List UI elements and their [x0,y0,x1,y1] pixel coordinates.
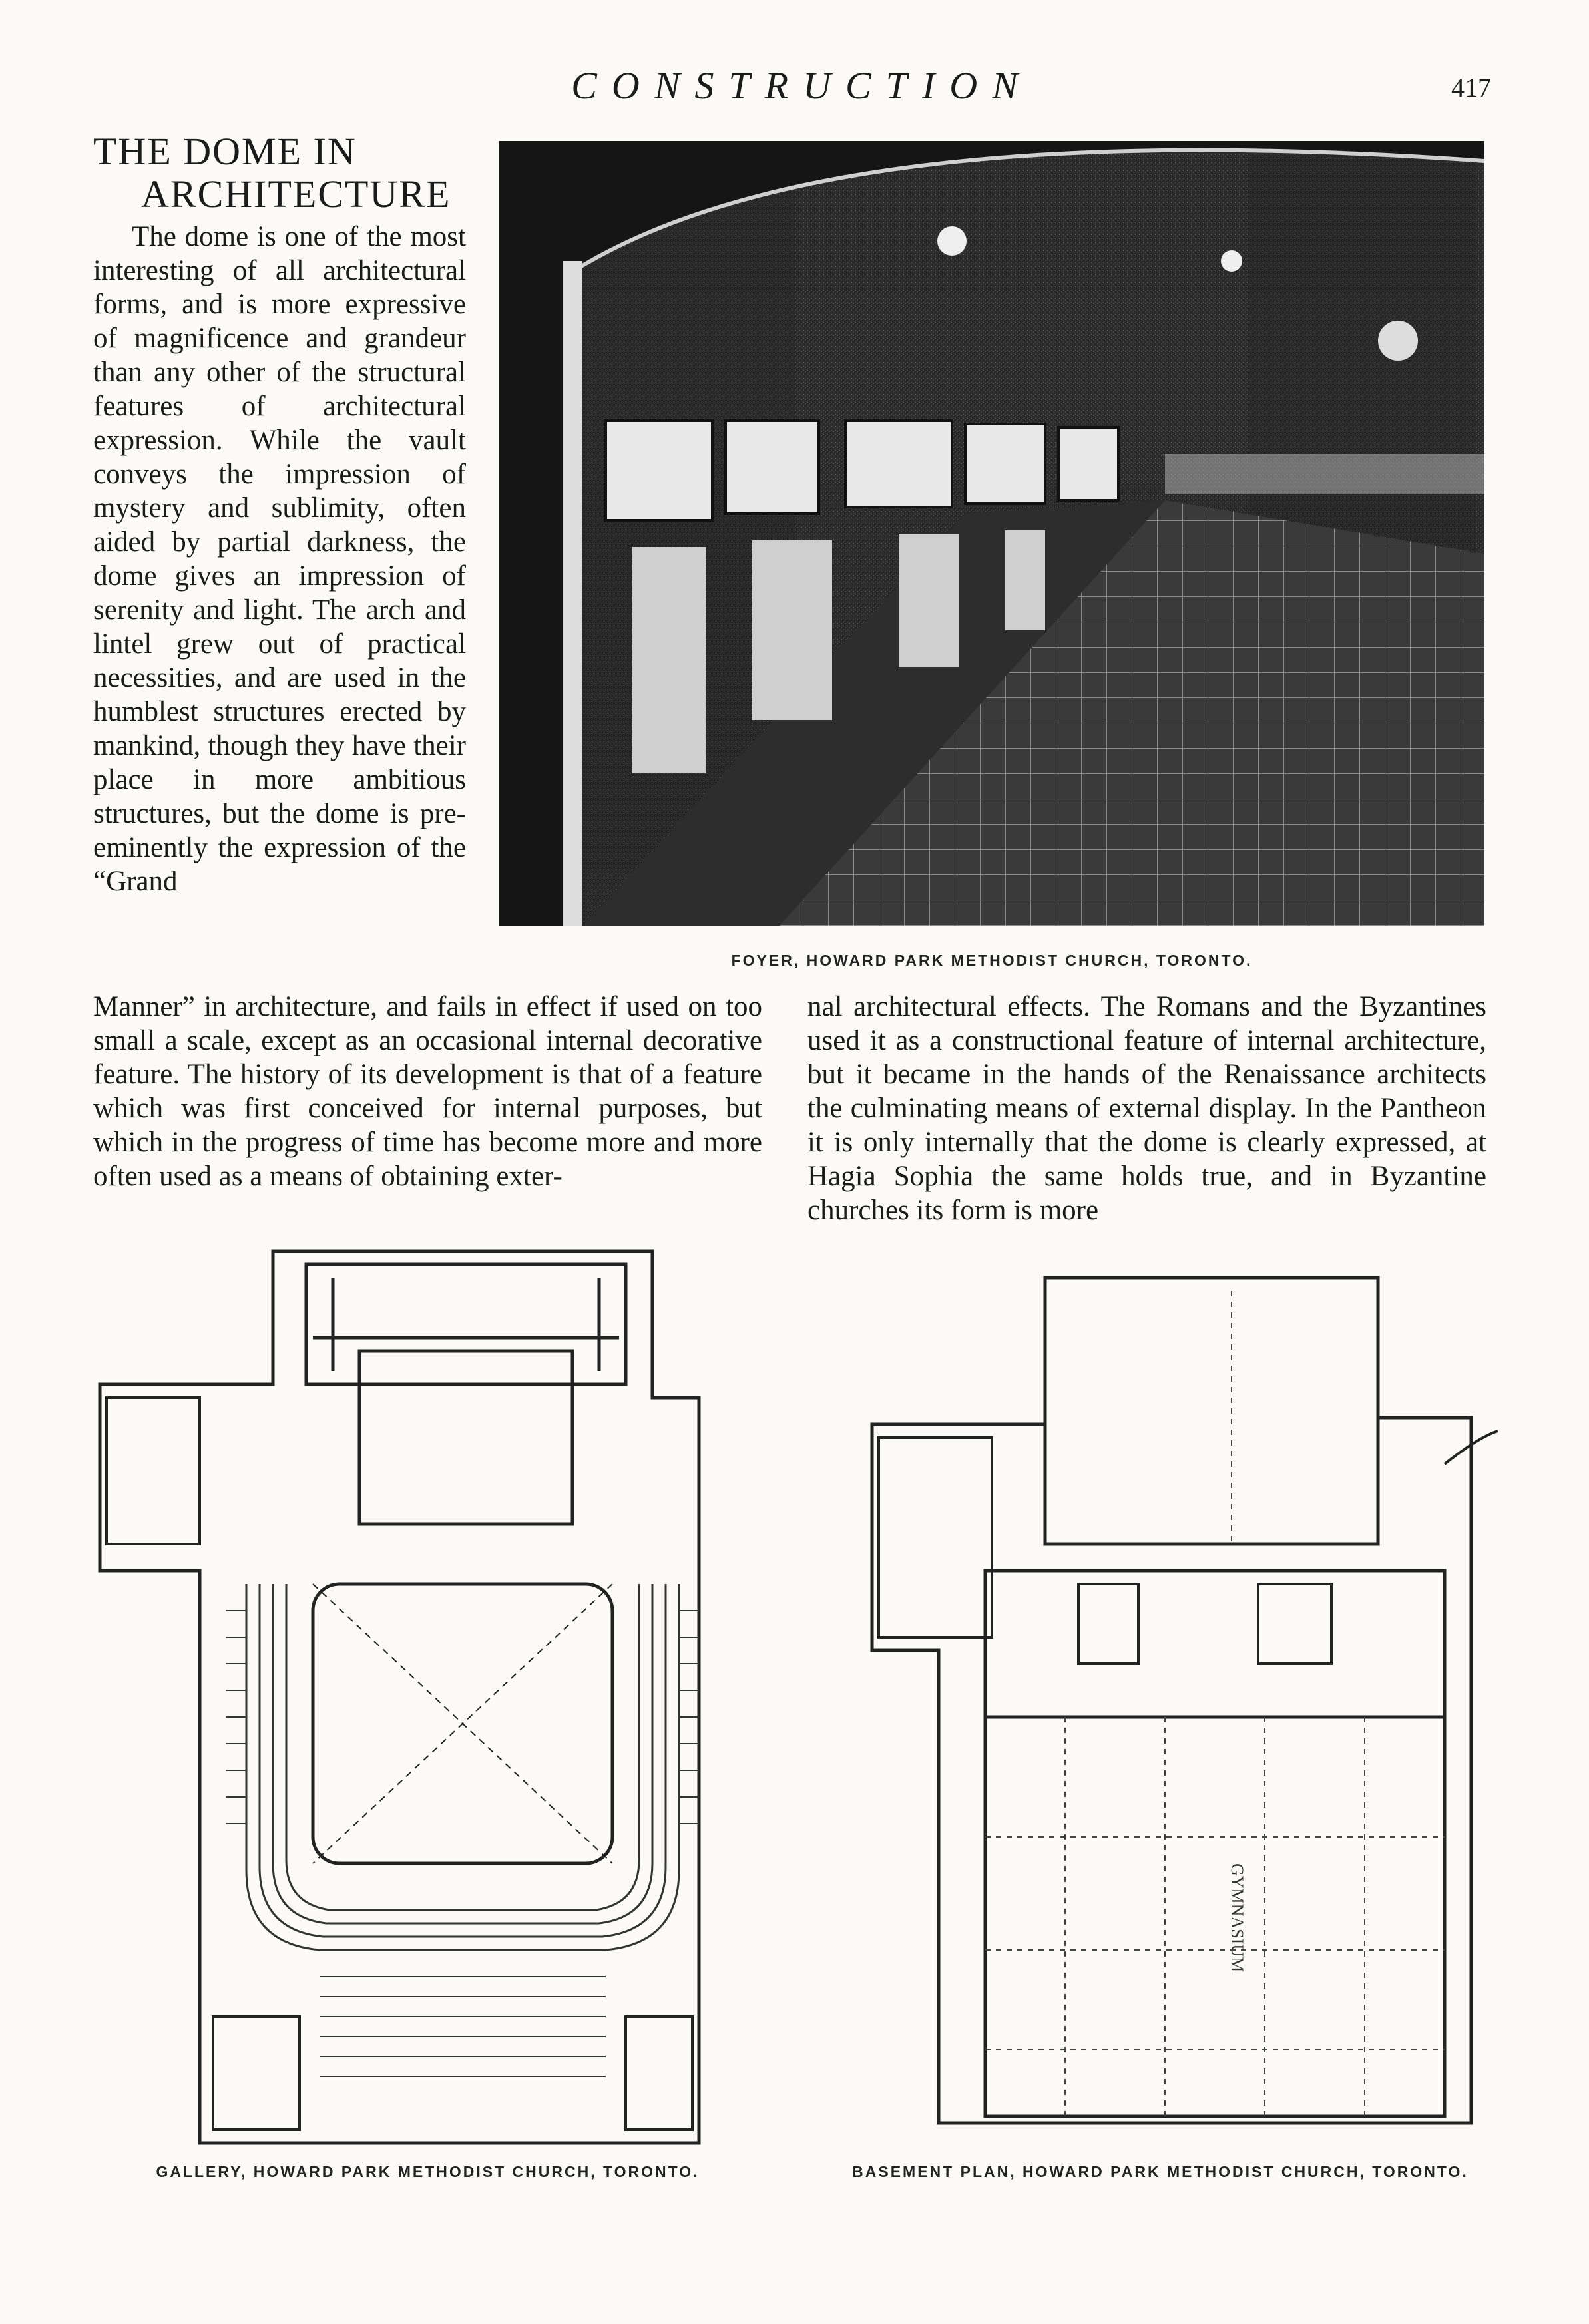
article-title-line-1: THE DOME IN [93,130,357,173]
article-column-lower-left [93,990,762,1193]
gallery-caption: GALLERY, HOWARD PARK METHODIST CHURCH, TORONTO. [156,2163,700,2180]
running-head: CONSTRUCTION [571,64,1032,107]
article-title [93,130,479,216]
article-paragraph-continued: Manner” in architecture, and fails in effect if used on too small a scale, except as an occasional internal decorative feature. The history of its development is that of a feature which was first conceived for internal purposes, but which in the progress of time has become more and more often used as a means of obtaining exter- [93,991,762,1192]
article-column-upper-left [93,220,466,898]
article-paragraph-start: The dome is one of the most interesting of all architectural forms, and is more expressive of magnificence and grandeur than any other of the structural features of architectural expression. While the vault conveys the impression of mystery and sublimity, often aided by partial darkness, the dome gives an impression of serenity and light. The arch and lintel grew out of practical necessities, and are used in the humblest structures erected by mankind, though they have their place in more ambitious structures, but the dome is pre-eminently the expression of the “Grand [93,221,466,897]
gymnasium-label: GYMNASIUM [1228,1863,1247,1973]
foyer-photograph [499,141,1484,926]
basement-caption: BASEMENT PLAN, HOWARD PARK METHODIST CHURCH, TORONTO. [852,2163,1469,2180]
gallery-plan-drawing [93,1238,739,2153]
page-number: 417 [1451,73,1491,102]
basement-floor-plan [859,1264,1511,2153]
gallery-floor-plan [93,1238,739,2153]
foyer-photo-drawing [499,141,1484,926]
foyer-caption: FOYER, HOWARD PARK METHODIST CHURCH, TORONTO. [731,952,1253,969]
article-column-lower-right [807,990,1486,1227]
article-title-line-2: ARCHITECTURE [141,172,451,216]
article-paragraph-continued-right: nal architectural effects. The Romans and the Byzantines used it as a constructional feature of internal architecture, but it became in the hands of the Renaissance architects the culminating means of external display. In the Pantheon it is only internally that the dome is clearly expressed, at Hagia Sophia the same holds true, and in Byzantine churches its form is more [807,991,1486,1226]
basement-plan-drawing [859,1264,1511,2153]
